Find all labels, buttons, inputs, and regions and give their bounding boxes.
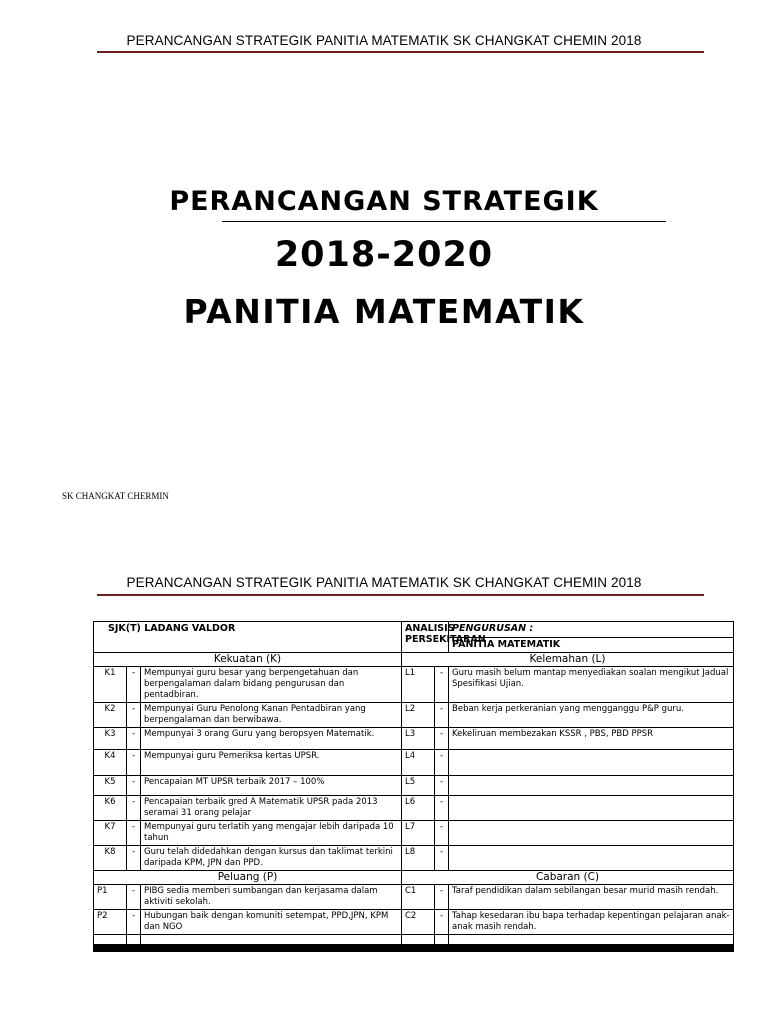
pengurusan-value-cell (449, 637, 734, 653)
kelemahan-dash: - (435, 846, 449, 871)
kelemahan-dash: - (435, 750, 449, 776)
kekuatan-dash: - (127, 728, 141, 750)
kekuatan-text: Mempunyai 3 orang Guru yang beropsyen Matematik. (141, 728, 402, 750)
table-row (94, 776, 734, 796)
cabaran-text: Tahap kesedaran ibu bapa terhadap kepentingan pelajaran anak-anak masih rendah. (449, 910, 734, 935)
cabaran-dash: - (435, 885, 449, 910)
second-page-header-title: PERANCANGAN STRATEGIK PANITIA MATEMATIK SK CHANGKAT CHEMIN 2018 (126, 575, 642, 590)
kekuatan-dash: - (127, 703, 141, 728)
kekuatan-code: K4 (94, 750, 127, 776)
kelemahan-text (449, 750, 734, 776)
kelemahan-text: Kekeliruan membezakan KSSR , PBS, PBD PPSR (449, 728, 734, 750)
table-row (94, 821, 734, 846)
kelemahan-text (449, 821, 734, 846)
kelemahan-text (449, 796, 734, 821)
cabaran-heading: Cabaran (C) (402, 871, 734, 885)
page-header-title: PERANCANGAN STRATEGIK PANITIA MATEMATIK SK CHANGKAT CHEMIN 2018 (126, 33, 642, 48)
swot-table (93, 621, 734, 952)
school-cell (94, 622, 402, 653)
kelemahan-code: L6 (402, 796, 435, 821)
cabaran-text: Taraf pendidikan dalam sebilangan besar murid masih rendah. (449, 885, 734, 910)
kelemahan-text: Beban kerja perkeranian yang mengganggu P&P guru. (449, 703, 734, 728)
cover-title-line1: PERANCANGAN STRATEGIK (169, 186, 599, 217)
table-row (94, 703, 734, 728)
kelemahan-code: L1 (402, 667, 435, 703)
kelemahan-dash: - (435, 776, 449, 796)
school-name-footer: SK CHANGKAT CHERMIN (62, 491, 169, 501)
kekuatan-text: Mempunyai guru Pemeriksa kertas UPSR. (141, 750, 402, 776)
peluang-code: P2 (94, 910, 127, 935)
peluang-text: PIBG sedia memberi sumbangan dan kerjasama dalam aktiviti sekolah. (141, 885, 402, 910)
kekuatan-code: K8 (94, 846, 127, 871)
kekuatan-dash: - (127, 667, 141, 703)
kekuatan-code: K2 (94, 703, 127, 728)
header-rule (97, 51, 704, 53)
kelemahan-dash: - (435, 703, 449, 728)
kekuatan-text: Mempunyai Guru Penolong Kanan Pentadbiran yang berpengalaman dan berwibawa. (141, 703, 402, 728)
kelemahan-dash: - (435, 796, 449, 821)
kekuatan-dash: - (127, 821, 141, 846)
pengurusan-label-cell (449, 622, 734, 638)
analysis-cell (402, 622, 486, 653)
analysis-label: ANALISIS PERSEKITARAN (405, 623, 486, 645)
cover-title-panitia: PANITIA MATEMATIK (183, 292, 585, 331)
second-header-rule (97, 594, 704, 596)
cabaran-code: C2 (402, 910, 435, 935)
peluang-text: Hubungan baik dengan komuniti setempat, PPD,JPN, KPM dan NGO (141, 910, 402, 935)
kekuatan-text: Pencapaian MT UPSR terbaik 2017 – 100% (141, 776, 402, 796)
kekuatan-text: Mempunyai guru terlatih yang mengajar lebih daripada 10 tahun (141, 821, 402, 846)
table-row (94, 910, 734, 935)
kelemahan-text (449, 846, 734, 871)
table-bottom-bar (94, 945, 734, 952)
kelemahan-heading: Kelemahan (L) (402, 653, 734, 667)
kelemahan-dash: - (435, 667, 449, 703)
kekuatan-heading: Kekuatan (K) (94, 653, 402, 667)
kelemahan-code: L4 (402, 750, 435, 776)
cabaran-code: C1 (402, 885, 435, 910)
kekuatan-code: K7 (94, 821, 127, 846)
table-row (94, 667, 734, 703)
kelemahan-code: L2 (402, 703, 435, 728)
peluang-dash: - (127, 910, 141, 935)
pengurusan-label: PENGURUSAN : (452, 623, 534, 634)
kelemahan-dash: - (435, 728, 449, 750)
pengurusan-value: PANITIA MATEMATIK (452, 638, 561, 650)
kelemahan-code: L8 (402, 846, 435, 871)
kekuatan-code: K3 (94, 728, 127, 750)
cover-title-years: 2018-2020 (274, 235, 494, 275)
table-row (94, 885, 734, 910)
table-row (94, 750, 734, 776)
kekuatan-text: Pencapaian terbaik gred A Matematik UPSR pada 2013 seramai 31 orang pelajar (141, 796, 402, 821)
peluang-heading: Peluang (P) (94, 871, 402, 885)
table-row (94, 796, 734, 821)
kelemahan-text: Guru masih belum mantap menyediakan soalan mengikut Jadual Spesifikasi Ujian. (449, 667, 734, 703)
kelemahan-code: L5 (402, 776, 435, 796)
kekuatan-text: Guru telah didedahkan dengan kursus dan taklimat terkini daripada KPM, JPN dan PPD. (141, 846, 402, 871)
kekuatan-dash: - (127, 750, 141, 776)
kelemahan-code: L7 (402, 821, 435, 846)
kelemahan-text (449, 776, 734, 796)
kekuatan-code: K5 (94, 776, 127, 796)
peluang-code: P1 (94, 885, 127, 910)
peluang-dash: - (127, 885, 141, 910)
kekuatan-code: K6 (94, 796, 127, 821)
kekuatan-dash: - (127, 776, 141, 796)
table-row (94, 846, 734, 871)
kekuatan-dash: - (127, 796, 141, 821)
kekuatan-text: Mempunyai guru besar yang berpengetahuan dan berpengalaman dalam bidang pengurusan dan pentadbiran. (141, 667, 402, 703)
kekuatan-dash: - (127, 846, 141, 871)
empty-row (94, 935, 734, 945)
table-row (94, 728, 734, 750)
title-underline (222, 221, 666, 222)
cabaran-dash: - (435, 910, 449, 935)
kelemahan-code: L3 (402, 728, 435, 750)
school-label: SJK(T) LADANG VALDOR (108, 623, 236, 634)
kekuatan-code: K1 (94, 667, 127, 703)
kelemahan-dash: - (435, 821, 449, 846)
